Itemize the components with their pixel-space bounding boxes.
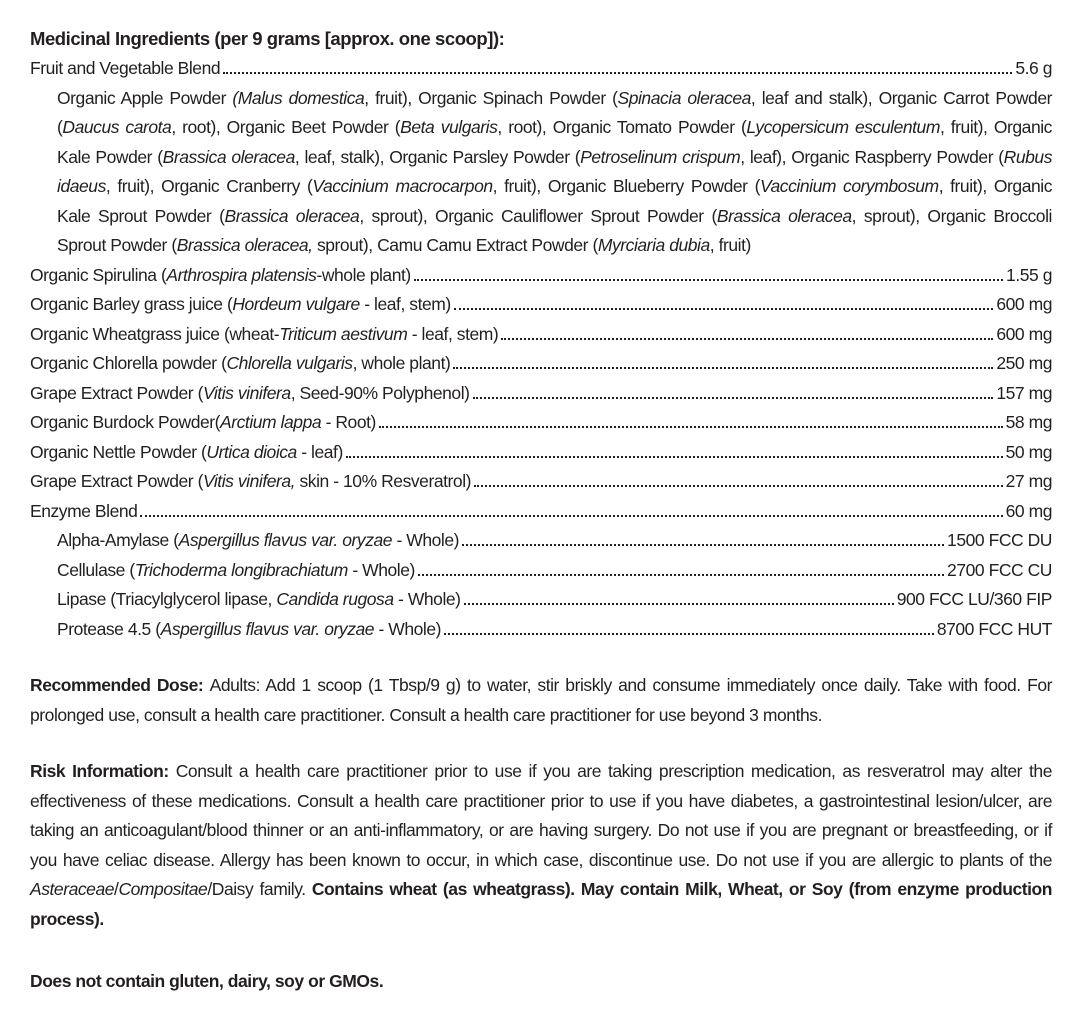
ingredient-value: 27 mg — [1005, 471, 1052, 491]
dotted-leader — [453, 367, 993, 369]
dotted-leader — [414, 279, 1003, 281]
ingredient-label: Alpha-Amylase (Aspergillus flavus var. oryzae - Whole) — [57, 530, 460, 550]
recommended-dose-paragraph: Recommended Dose: Adults: Add 1 scoop (1 Tbsp/9 g) to water, stir briskly and consume immediately once daily. Take with food. For prolonged use, consult a health care practitioner. Consult a health care practitioner for use beyond 3 months. — [30, 675, 1052, 725]
ingredient-value: 900 FCC LU/360 FIP — [896, 589, 1052, 609]
ingredient-row — [30, 497, 1052, 527]
dotted-leader — [346, 456, 1003, 458]
ingredient-value: 1.55 g — [1006, 264, 1052, 285]
ingredient-value: 50 mg — [1005, 441, 1052, 462]
ingredient-row — [30, 556, 1052, 586]
ingredient-label: Protease 4.5 (Aspergillus flavus var. oryzae - Whole) — [57, 618, 442, 639]
risk-information-paragraph: Risk Information: Consult a health care practitioner prior to use if you are taking prescription medication, as resveratrol may alter the effectiveness of these medications. Consult a health care practitioner prior to use if you have diabetes, a gastrointestinal lesion/ulcer, are taking an anticoagulant/blood thinner or an anti-inflammatory, or are having surgery. Do not use if you are pregnant or breastfeeding, or if you have celiac disease. Allergy has been known to occur, in which case, discontinue use. Do not use if you are allergic to plants of the Asteraceae/Compositae/Daisy family. Contains wheat (as wheatgrass). May contain Milk, Wheat, or Soy (from enzyme production process). — [30, 761, 1052, 929]
dotted-leader — [473, 397, 994, 399]
dotted-leader — [418, 574, 944, 576]
ingredient-value: 5.6 g — [1015, 58, 1052, 78]
dotted-leader — [379, 426, 1003, 428]
ingredient-row — [30, 261, 1052, 291]
ingredient-label: Organic Wheatgrass juice (wheat-Triticum aestivum - leaf, stem) — [30, 323, 499, 344]
dotted-leader — [462, 544, 944, 546]
ingredient-row — [30, 438, 1052, 468]
ingredient-value: 60 mg — [1005, 500, 1052, 521]
ingredient-label: Lipase (Triacylglycerol lipase, Candida rugosa - Whole) — [57, 589, 461, 609]
medicinal-ingredients-title: Medicinal Ingredients (per 9 grams [approx. one scoop]): — [30, 28, 505, 49]
ingredient-label: Organic Nettle Powder (Urtica dioica - leaf) — [30, 441, 343, 462]
ingredient-row — [30, 290, 1052, 320]
ingredient-row — [30, 349, 1052, 379]
ingredient-row — [30, 379, 1052, 409]
dotted-leader — [140, 515, 1002, 517]
dotted-leader — [223, 72, 1012, 74]
ingredient-label: Cellulase (Trichoderma longibrachiatum - Whole) — [57, 559, 415, 580]
ingredient-label: Organic Barley grass juice (Hordeum vulgare - leaf, stem) — [30, 294, 451, 314]
ingredient-label: Organic Burdock Powder(Arctium lappa - Root) — [30, 412, 376, 432]
ingredient-value: 1500 FCC DU — [947, 530, 1052, 550]
dotted-leader — [444, 633, 934, 635]
ingredient-value: 8700 FCC HUT — [936, 618, 1052, 639]
dotted-leader — [501, 338, 993, 340]
ingredient-value: 600 mg — [996, 294, 1052, 314]
ingredient-row — [30, 408, 1052, 438]
ingredient-value: 600 mg — [996, 323, 1052, 344]
ingredient-value: 250 mg — [996, 353, 1052, 373]
blend-ingredients-paragraph: Organic Apple Powder (Malus domestica, fruit), Organic Spinach Powder (Spinacia oleracea, leaf and stalk), Organic Carrot Powder (Daucus carota, root), Organic Beet Powder (Beta vulgaris, root), Organic Tomato Powder (Lycopersicum esculentum, fruit), Organic Kale Powder (Brassica oleracea, leaf, stalk), Organic Parsley Powder (Petroselinum crispum, leaf), Organic Raspberry Powder (Rubus idaeus, fruit), Organic Cranberry (Vaccinium macrocarpon, fruit), Organic Blueberry Powder (Vaccinium corymbosum, fruit), Organic Kale Sprout Powder (Brassica oleracea, sprout), Organic Cauliflower Sprout Powder (Brassica oleracea, sprout), Organic Broccoli Sprout Powder (Brassica oleracea, sprout), Camu Camu Extract Powder (Myrciaria dubia, fruit) — [57, 87, 1053, 255]
ingredient-label: Enzyme Blend — [30, 500, 138, 521]
ingredient-label: Fruit and Vegetable Blend — [30, 58, 221, 78]
dotted-leader — [474, 485, 1003, 487]
ingredient-label: Organic Chlorella powder (Chlorella vulgaris, whole plant) — [30, 353, 451, 373]
allergen-free-statement: Does not contain gluten, dairy, soy or GMOs. — [30, 971, 384, 991]
dotted-leader — [464, 603, 894, 605]
ingredient-row — [30, 467, 1052, 497]
ingredient-label: Grape Extract Powder (Vitis vinifera, skin - 10% Resveratrol) — [30, 471, 472, 491]
dotted-leader — [454, 308, 994, 310]
ingredient-label: Organic Spirulina (Arthrospira platensis-whole plant) — [30, 264, 411, 285]
ingredient-row — [30, 585, 1052, 615]
ingredient-value: 157 mg — [996, 382, 1052, 403]
ingredient-row — [30, 526, 1052, 556]
ingredient-value: 2700 FCC CU — [947, 559, 1052, 580]
ingredient-row-fruit-vegetable-blend — [30, 54, 1052, 84]
ingredient-label: Grape Extract Powder (Vitis vinifera, Seed-90% Polyphenol) — [30, 382, 470, 403]
ingredient-value: 58 mg — [1005, 412, 1052, 432]
ingredient-list — [30, 261, 1052, 645]
ingredient-row — [30, 320, 1052, 350]
ingredient-row — [30, 615, 1052, 645]
